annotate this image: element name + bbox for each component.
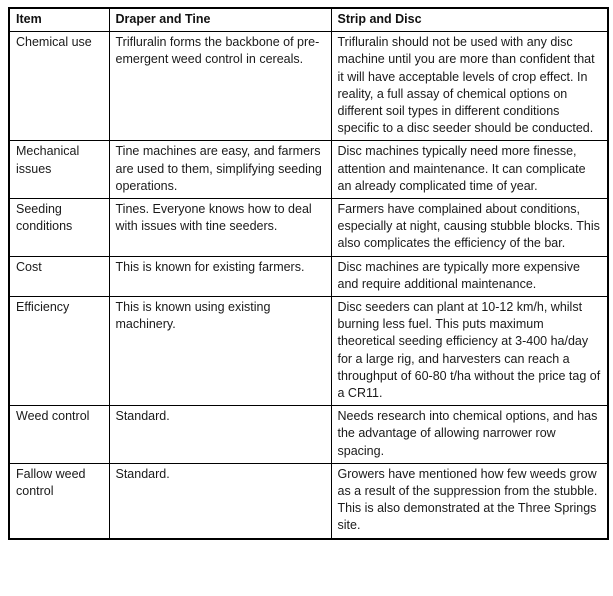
cell-strip-and-disc: Trifluralin should not be used with any disc machine until you are more than confident that it will have acceptable levels of crop effect. In reality, a full assay of chemical options on different soil types in different conditions specific to a disc seeder should be conducted. — [331, 32, 608, 141]
cell-item: Weed control — [9, 406, 109, 464]
table-row-efficiency — [9, 297, 608, 406]
cell-item: Cost — [9, 256, 109, 296]
header-row — [9, 8, 608, 32]
column-header-item: Item — [9, 8, 109, 32]
cell-strip-and-disc: Disc machines typically need more finesse, attention and maintenance. It can complicate an already complicated time of year. — [331, 141, 608, 199]
cell-item: Efficiency — [9, 297, 109, 406]
table-row-cost — [9, 256, 608, 296]
cell-draper-and-tine: Trifluralin forms the backbone of pre-emergent weed control in cereals. — [109, 32, 331, 141]
cell-item: Chemical use — [9, 32, 109, 141]
cell-draper-and-tine: Tines. Everyone knows how to deal with issues with tine seeders. — [109, 199, 331, 257]
table-row-seeding-conditions — [9, 199, 608, 257]
table-row-weed-control — [9, 406, 608, 464]
cell-draper-and-tine: This is known using existing machinery. — [109, 297, 331, 406]
cell-draper-and-tine: Standard. — [109, 463, 331, 538]
table-row-mechanical-issues — [9, 141, 608, 199]
cell-draper-and-tine: Standard. — [109, 406, 331, 464]
column-header-draper-and-tine: Draper and Tine — [109, 8, 331, 32]
comparison-table — [8, 7, 609, 540]
cell-strip-and-disc: Farmers have complained about conditions, especially at night, causing stubble blocks. This also complicates the efficiency of the bar. — [331, 199, 608, 257]
column-header-strip-and-disc: Strip and Disc — [331, 8, 608, 32]
cell-draper-and-tine: Tine machines are easy, and farmers are used to them, simplifying seeding operations. — [109, 141, 331, 199]
table-row-chemical-use — [9, 32, 608, 141]
cell-item: Mechanical issues — [9, 141, 109, 199]
cell-draper-and-tine: This is known for existing farmers. — [109, 256, 331, 296]
cell-strip-and-disc: Disc seeders can plant at 10-12 km/h, whilst burning less fuel. This puts maximum theoretical seeding efficiency at 3-400 ha/day for a large rig, and harvesters can reach a throughput of 60-80 t/ha without the price tag of a CR11. — [331, 297, 608, 406]
table-row-fallow-weed-control — [9, 463, 608, 538]
cell-strip-and-disc: Needs research into chemical options, and has the advantage of allowing narrower row spacing. — [331, 406, 608, 464]
cell-strip-and-disc: Disc machines are typically more expensive and require additional maintenance. — [331, 256, 608, 296]
cell-item: Fallow weed control — [9, 463, 109, 538]
cell-strip-and-disc: Growers have mentioned how few weeds grow as a result of the suppression from the stubble. This is also demonstrated at the Three Springs site. — [331, 463, 608, 538]
cell-item: Seeding conditions — [9, 199, 109, 257]
